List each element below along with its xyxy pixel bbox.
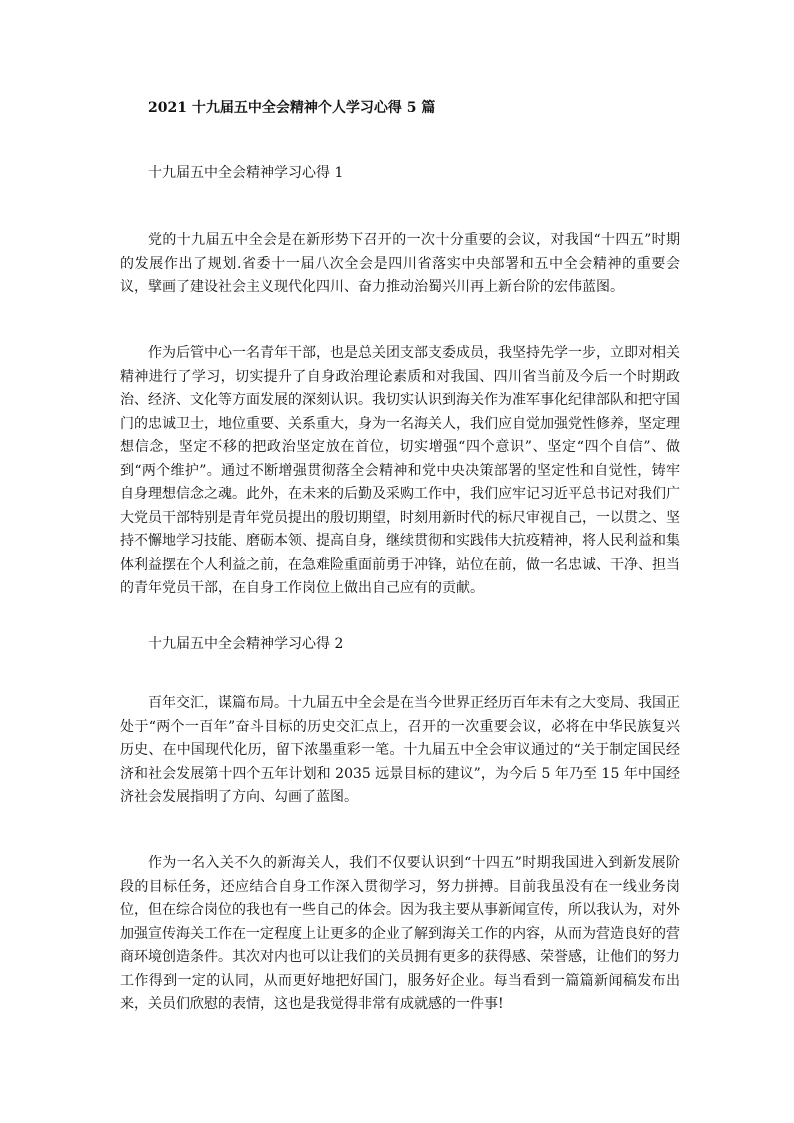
section-2-paragraph-1: 百年交汇，谋篇布局。十九届五中全会是在当今世界正经历百年未有之大变局、我国正处于“两个一百年”奋斗目标的历史交汇点上，召开的一次重要会议，必将在中华民族复兴历史、在中国现代化历，留下浓墨重彩一笔。十九届五中全会审议通过的“关于制定国民经济和社会发展第十四个五年计划和 2035 远景目标的建议”，为今后 5 年乃至 15 年中国经济社会发展指明了方向、勾画了蓝图。: [120, 695, 680, 805]
section-2-paragraph-2: 作为一名入关不久的新海关人，我们不仅要认识到“十四五”时期我国进入到新发展阶段的目标任务，还应结合自身工作深入贯彻学习，努力拼搏。目前我虽没有在一线业务岗位，但在综合岗位的我也有一些自己的体会。因为我主要从事新闻宣传，所以我认为，对外加强宣传海关工作在一定程度上让更多的企业了解到海关工作的内容，从而为营造良好的营商环境创造条件。其次对内也可以让我们的关员拥有更多的获得感、荣誉感，让他们的努力工作得到一定的认同，从而更好地把好国门，服务好企业。每当看到一篇篇新闻稿发布出来，关员们欣慰的表情，这也是我觉得非常有成就感的一件事!: [120, 855, 680, 1012]
section-1-paragraph-2: 作为后管中心一名青年干部，也是总关团支部支委成员，我坚持先学一步，立即对相关精神进行了学习，切实提升了自身政治理论素质和对我国、四川省当前及今后一个时期政治、经济、文化等方面发展的深刻认识。我切实认识到海关作为准军事化纪律部队和把守国门的忠诚卫士，地位重要、关系重大，身为一名海关人，我们应自觉加强党性修养，坚定理想信念，坚定不移的把政治坚定放在首位，切实增强“四个意识”、坚定“四个自信”、做到“两个维护”。通过不断增强贯彻落全会精神和党中央决策部署的坚定性和自觉性，铸牢自身理想信念之魂。此外，在未来的后勤及采购工作中，我们应牢记习近平总书记对我们广大党员干部特别是青年党员提出的殷切期望，时刻用新时代的标尺审视自己，一以贯之、坚持不懈地学习技能、磨砺本领、提高自身，继续贯彻和实践伟大抗疫精神，将人民利益和集体利益摆在个人利益之前，在急难险重面前勇于冲锋，站位在前，做一名忠诚、干净、担当的青年党员干部，在自身工作岗位上做出自己应有的贡献。: [120, 345, 680, 596]
section-1-paragraph-1: 党的十九届五中全会是在新形势下召开的一次十分重要的会议，对我国“十四五”时期的发展作出了规划.省委十一届八次全会是四川省落实中央部署和五中全会精神的重要会议，擘画了建设社会主义现代化四川、奋力推动治蜀兴川再上新台阶的宏伟蓝图。: [120, 232, 680, 295]
document-title: 2021 十九届五中全会精神个人学习心得 5 篇: [148, 100, 436, 116]
section-1-heading: 十九届五中全会精神学习心得 1: [148, 165, 344, 181]
section-2-heading: 十九届五中全会精神学习心得 2: [148, 636, 344, 652]
